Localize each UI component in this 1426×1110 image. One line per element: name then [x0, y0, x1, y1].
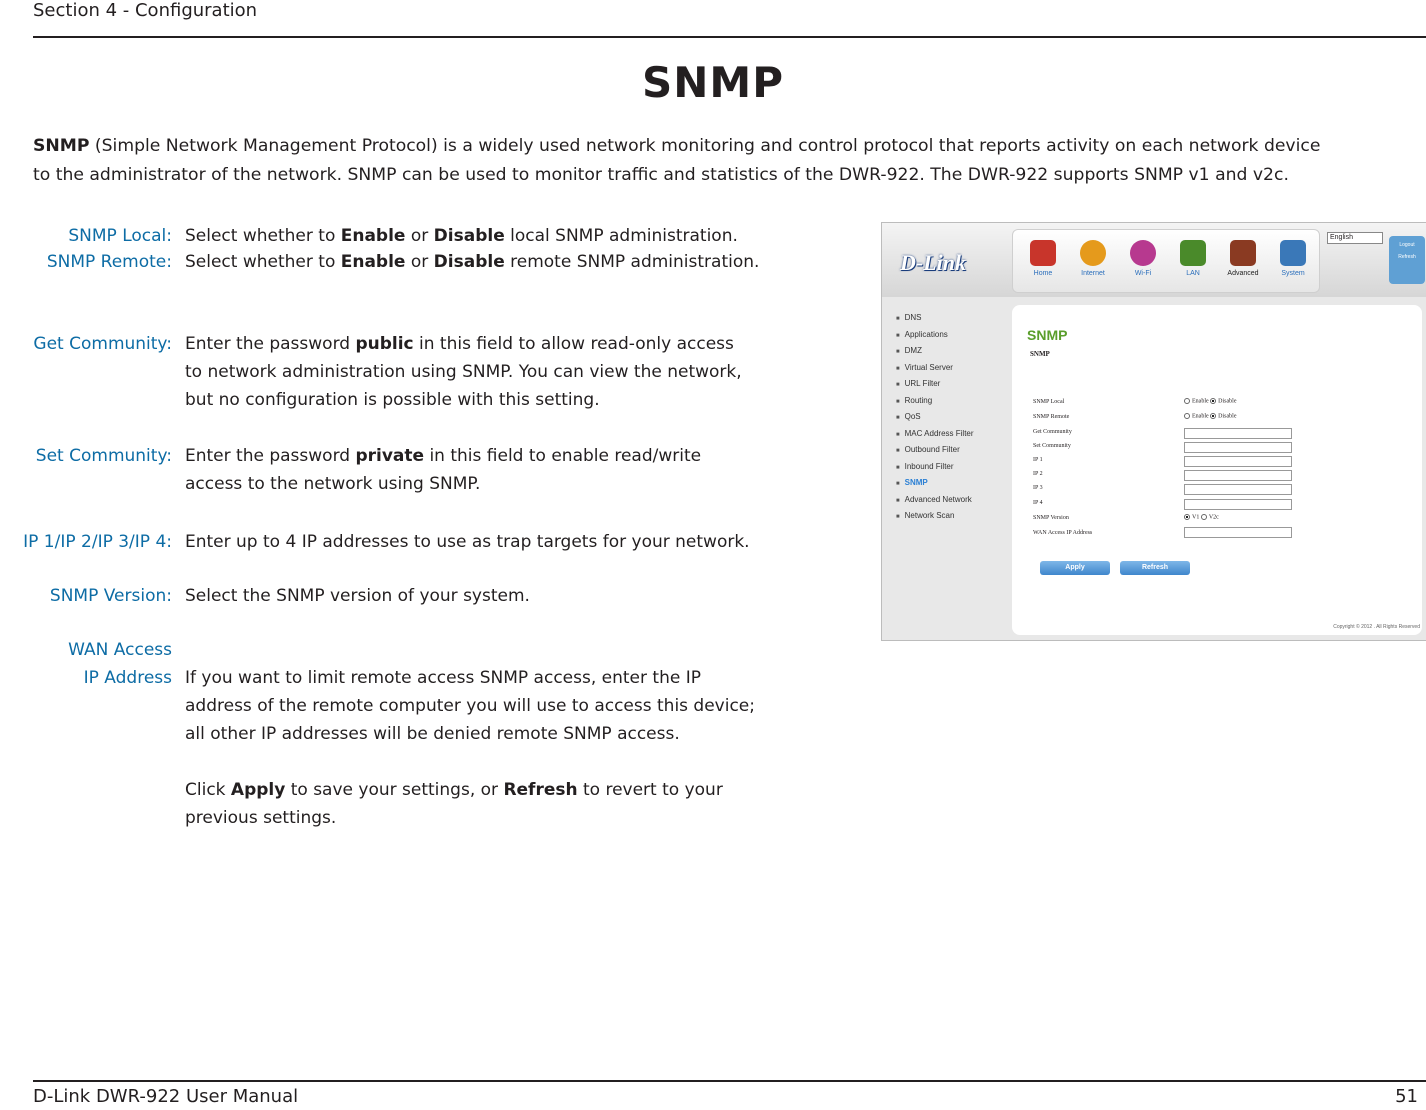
desc-snmp-version: Select the SNMP version of your system.: [185, 586, 530, 606]
page-number: 51: [1395, 1086, 1418, 1107]
radio-selected-icon: [1210, 398, 1216, 404]
apply-button[interactable]: Apply: [1040, 561, 1110, 575]
row-label: WAN Access IP Address: [1033, 530, 1093, 536]
nav-system[interactable]: System: [1275, 240, 1311, 277]
page-title: SNMP: [642, 58, 784, 107]
term-get-community: Get Community:: [33, 334, 172, 354]
wifi-icon: [1130, 240, 1156, 266]
menu-item[interactable]: ■ Inbound Filter: [896, 462, 1000, 479]
desc-apply-refresh: Click Apply to save your settings, or Refresh to revert to your previous settings.: [185, 780, 723, 828]
ip4-input[interactable]: [1184, 499, 1292, 510]
nav-wifi[interactable]: Wi-Fi: [1125, 240, 1161, 277]
menu-item[interactable]: ■ Advanced Network: [896, 495, 1000, 512]
row-label: IP 4: [1033, 500, 1043, 506]
term-snmp-local: SNMP Local:: [68, 226, 172, 246]
intro-line2: to the administrator of the network. SNMP can be used to monitor traffic and statistics of the DWR-922. The DWR-922 supports SNMP v1 and v2c.: [33, 165, 1289, 185]
snmp-panel: [1012, 305, 1422, 635]
nav-lan[interactable]: LAN: [1175, 240, 1211, 277]
menu-item[interactable]: ■ URL Filter: [896, 379, 1000, 396]
ip1-input[interactable]: [1184, 456, 1292, 467]
menu-item[interactable]: ■ Outbound Filter: [896, 445, 1000, 462]
radio-icon: [1184, 398, 1190, 404]
copyright: Copyright © 2012 . All Rights Reserved: [1333, 624, 1420, 630]
term-set-community: Set Community:: [35, 446, 172, 466]
intro-line1: (Simple Network Management Protocol) is a widely used network monitoring and control protocol that reports activity on each network device: [89, 136, 1321, 156]
advanced-menu: [896, 313, 1000, 528]
row-label: SNMP Version: [1033, 515, 1069, 521]
radio-icon: [1201, 514, 1207, 520]
row-label: Set Community: [1033, 443, 1071, 449]
ip3-input[interactable]: [1184, 484, 1292, 495]
menu-item[interactable]: ■ Routing: [896, 396, 1000, 413]
language-select[interactable]: English: [1327, 232, 1383, 244]
term-snmp-version: SNMP Version:: [49, 586, 172, 606]
snmp-local-radio[interactable]: Enable Disable: [1184, 398, 1237, 404]
panel-title: SNMP: [1027, 327, 1068, 343]
intro-lead: SNMP: [33, 136, 90, 156]
ip2-input[interactable]: [1184, 470, 1292, 481]
radio-selected-icon: [1210, 413, 1216, 419]
dlink-logo: D-Link: [900, 250, 966, 275]
home-icon: [1030, 240, 1056, 266]
lan-icon: [1180, 240, 1206, 266]
row-label: SNMP Remote: [1033, 414, 1070, 420]
row-label: IP 3: [1033, 485, 1043, 491]
desc-get-community: Enter the password public in this field to allow read-only access to network administration using SNMP. You can view the network, but no configuration is possible with this setting.: [185, 334, 742, 410]
radio-selected-icon: [1184, 514, 1190, 520]
footer-manual-title: D-Link DWR-922 User Manual: [33, 1086, 299, 1107]
router-topbar: [882, 223, 1426, 297]
set-community-input[interactable]: [1184, 442, 1292, 453]
tools-icon: [1230, 240, 1256, 266]
session-buttons: [1389, 236, 1425, 284]
desc-wan-access: If you want to limit remote access SNMP access, enter the IP address of the remote computer you will use to access this device; all other IP addresses will be denied remote SNMP access.: [185, 668, 755, 744]
wan-ip-input[interactable]: [1184, 527, 1292, 538]
term-wan-access: WAN Access: [68, 640, 172, 660]
header-rule: [33, 36, 1426, 38]
panel-subtitle: SNMP: [1030, 350, 1050, 358]
row-label: Get Community: [1033, 429, 1072, 435]
snmp-remote-radio[interactable]: Enable Disable: [1184, 413, 1237, 419]
desc-snmp-local: Select whether to Enable or Disable local SNMP administration.: [185, 226, 738, 246]
menu-item-snmp[interactable]: ■ SNMP: [896, 478, 1000, 495]
globe-icon: [1080, 240, 1106, 266]
footer-rule: [33, 1080, 1426, 1082]
router-screenshot: [881, 222, 1426, 641]
menu-item[interactable]: ■ Virtual Server: [896, 363, 1000, 380]
term-ip-address: IP Address: [83, 668, 172, 688]
intro-paragraph: [33, 132, 1426, 190]
menu-item[interactable]: ■ MAC Address Filter: [896, 429, 1000, 446]
nav-home[interactable]: Home: [1025, 240, 1061, 277]
refresh-top-button[interactable]: Refresh: [1398, 254, 1416, 260]
menu-item[interactable]: ■ Network Scan: [896, 511, 1000, 528]
row-label: IP 2: [1033, 471, 1043, 477]
row-label: IP 1: [1033, 457, 1043, 463]
snmp-version-radio[interactable]: V1 V2c: [1184, 514, 1219, 520]
get-community-input[interactable]: [1184, 428, 1292, 439]
row-label: SNMP Local: [1033, 399, 1065, 405]
nav-advanced[interactable]: Advanced: [1225, 240, 1261, 277]
term-snmp-remote: SNMP Remote:: [46, 252, 172, 272]
menu-item[interactable]: ■ QoS: [896, 412, 1000, 429]
menu-item[interactable]: ■ DMZ: [896, 346, 1000, 363]
menu-item[interactable]: ■ DNS: [896, 313, 1000, 330]
logout-button[interactable]: Logout: [1399, 242, 1415, 248]
desc-set-community: Enter the password private in this field to enable read/write access to the network using SNMP.: [185, 446, 702, 494]
nav-internet[interactable]: Internet: [1075, 240, 1111, 277]
radio-icon: [1184, 413, 1190, 419]
refresh-button[interactable]: Refresh: [1120, 561, 1190, 575]
desc-snmp-remote: Select whether to Enable or Disable remote SNMP administration.: [185, 252, 760, 272]
desc-ip-addresses: Enter up to 4 IP addresses to use as trap targets for your network.: [185, 532, 750, 552]
section-header: Section 4 - Configuration: [33, 0, 258, 21]
monitor-icon: [1280, 240, 1306, 266]
menu-item[interactable]: ■ Applications: [896, 330, 1000, 347]
router-nav: [1012, 229, 1320, 293]
term-ip-addresses: IP 1/IP 2/IP 3/IP 4:: [23, 532, 172, 552]
